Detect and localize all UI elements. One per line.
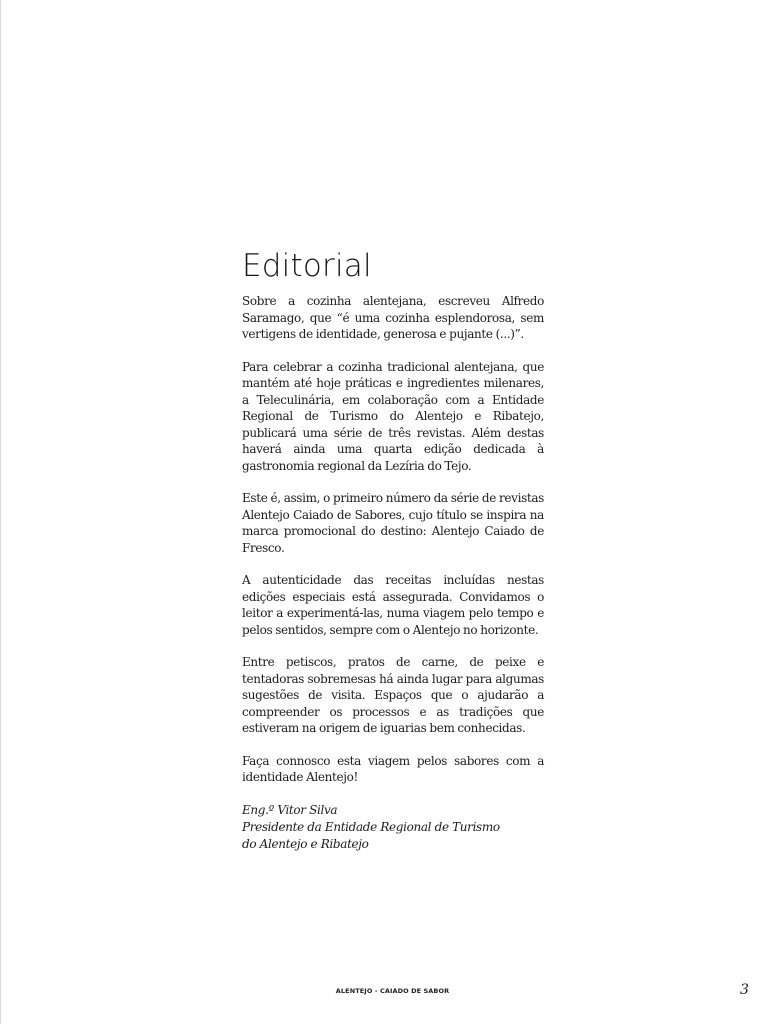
footer-publication-name: ALENTEJO - CAIADO DE SABOR [335, 987, 450, 995]
paragraph-5: Entre petiscos, pratos de carne, de peixe e tentadoras sobremesas há ainda lugar para algumas sugestões de visita. Espaços que o ajudarão a compreender os processos e as tradições que estiveram na origem de iguarias bem conhecidas. [242, 655, 544, 735]
paragraph-3: Este é, assim, o primeiro número da série de revistas Alentejo Caiado de Sabores, cujo título se inspira na marca promocional do destino: Alentejo Caiado de Fresco. [242, 491, 544, 555]
signature-role-line-2: do Alentejo e Ribatejo [242, 836, 369, 851]
paragraph-6: Faça connosco esta viagem pelos sabores com a identidade Alentejo! [242, 753, 544, 784]
page-number: 3 [740, 982, 749, 998]
paragraph-2: Para celebrar a cozinha tradicional alentejana, que mantém até hoje práticas e ingredientes milenares, a Teleculinária, em colaboração com a Entidade Regional de Turismo do Alentejo e Ribatejo, publicará uma série de três revistas. Além destas haverá ainda uma quarta edição dedicada à gastronomia regional da Lezíria do Tejo. [242, 359, 544, 473]
paragraph-4: A autenticidade das receitas incluídas nestas edições especiais está assegurada. Convidamos o leitor a experimentá-las, numa viagem pelo tempo e pelos sentidos, sempre com o Alentejo no horizonte. [242, 573, 544, 637]
signature-block [242, 802, 544, 853]
signature-role-line-1: Presidente da Entidade Regional de Turismo [242, 819, 500, 834]
page-edge [0, 0, 1, 1024]
paragraph-1: Sobre a cozinha alentejana, escreveu Alfredo Saramago, que “é uma cozinha esplendorosa, sem vertigens de identidade, generosa e pujante (...)”. [242, 294, 544, 341]
signature-name: Eng.º Vitor Silva [242, 802, 338, 817]
editorial-column [242, 248, 544, 853]
page-title: Editorial [242, 248, 372, 284]
